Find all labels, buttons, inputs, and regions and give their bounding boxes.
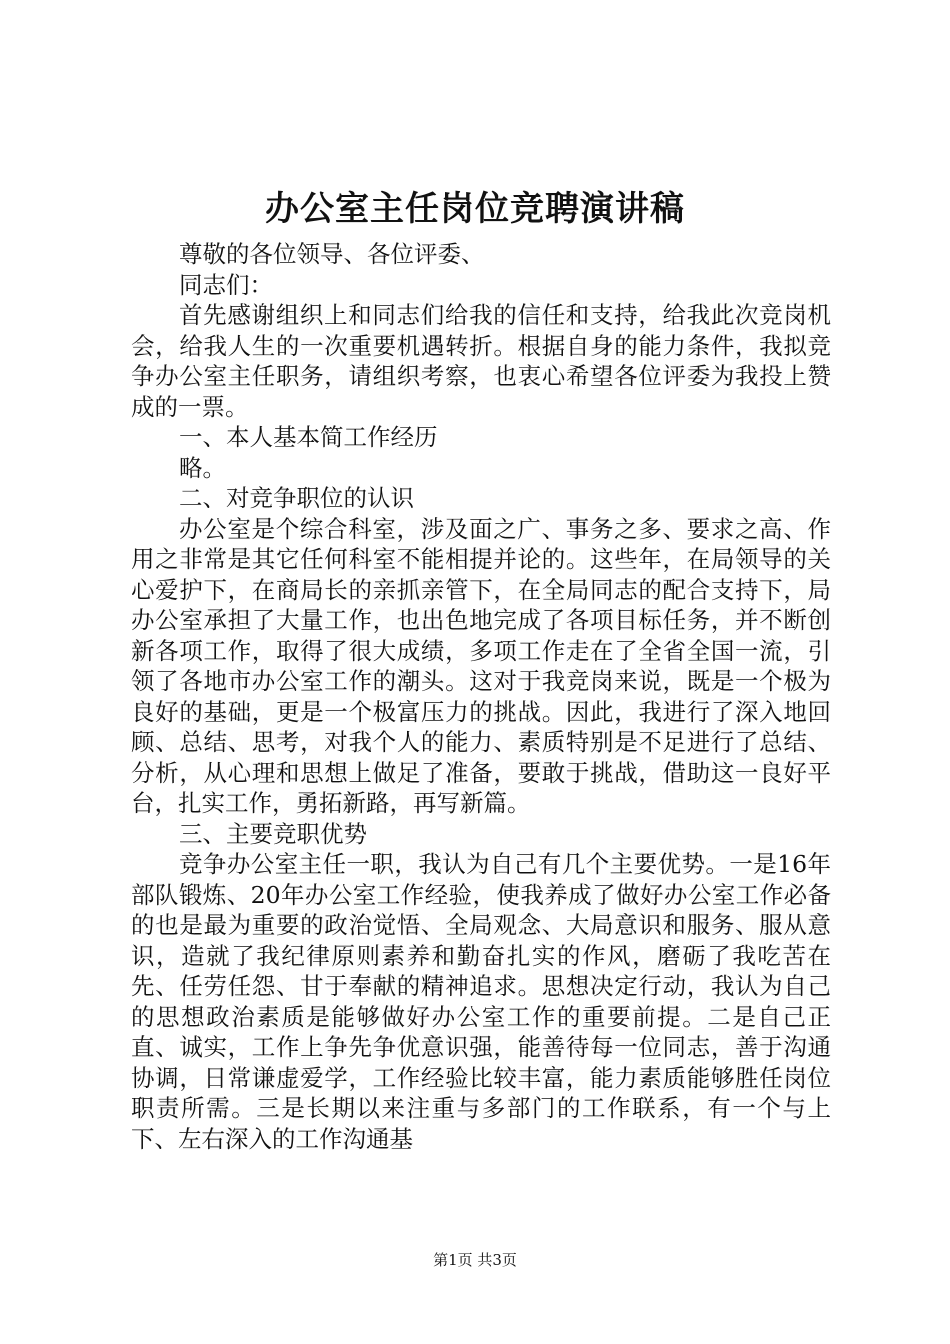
intro-paragraph: 首先感谢组织上和同志们给我的信任和支持，给我此次竞岗机会，给我人生的一次重要机遇转折。根据自身的能力条件，我拟竞争办公室主任职务，请组织考察，也衷心希望各位评委为我投上赞成的一票。 — [131, 301, 831, 421]
section-2-body: 办公室是个综合科室，涉及面之广、事务之多、要求之高、作用之非常是其它任何科室不能相提并论的。这些年，在局领导的关心爱护下，在商局长的亲抓亲管下，在全局同志的配合支持下，局办公室承担了大量工作，也出色地完成了各项目标任务，并不断创新各项工作，取得了很大成绩，多项工作走在了全省全国一流，引领了各地市办公室工作的潮头。这对于我竞岗来说，既是一个极为良好的基础，更是一个极富压力的挑战。因此，我进行了深入地回顾、总结、思考，对我个人的能力、素质特别是不足进行了总结、分析，从心理和思想上做足了准备，要敢于挑战，借助这一良好平台，扎实工作，勇拓新路，再写新篇。 — [131, 514, 831, 817]
document-title: 办公室主任岗位竞聘演讲稿 — [265, 189, 685, 229]
section-1-body: 略。 — [179, 453, 226, 482]
page-footer: 第1页 共3页 — [433, 1251, 517, 1269]
document-body — [131, 239, 831, 1154]
section-heading-3: 三、主要竞职优势 — [179, 819, 367, 848]
section-heading-1: 一、本人基本简工作经历 — [179, 423, 438, 451]
section-heading-2: 二、对竞争职位的认识 — [179, 484, 414, 512]
salutation-line-1: 尊敬的各位领导、各位评委、 — [179, 240, 485, 268]
salutation-line-2: 同志们： — [179, 270, 273, 299]
section-3-body: 竞争办公室主任一职，我认为自己有几个主要优势。一是16年部队锻炼、20年办公室工作经验，使我养成了做好办公室工作必备的也是最为重要的政治觉悟、全局观念、大局意识和服务、服从意识，造就了我纪律原则素养和勤奋扎实的作风，磨砺了我吃苦在先、任劳任怨、甘于奉献的精神追求。思想决定行动，我认为自己的思想政治素质是能够做好办公室工作的重要前提。二是自己正直、诚实，工作上争先争优意识强，能善待每一位同志，善于沟通协调，日常谦虚爱学，工作经验比较丰富，能力素质能够胜任岗位职责所需。三是长期以来注重与多部门的工作联系，有一个与上下、左右深入的工作沟通基 — [131, 850, 831, 1153]
